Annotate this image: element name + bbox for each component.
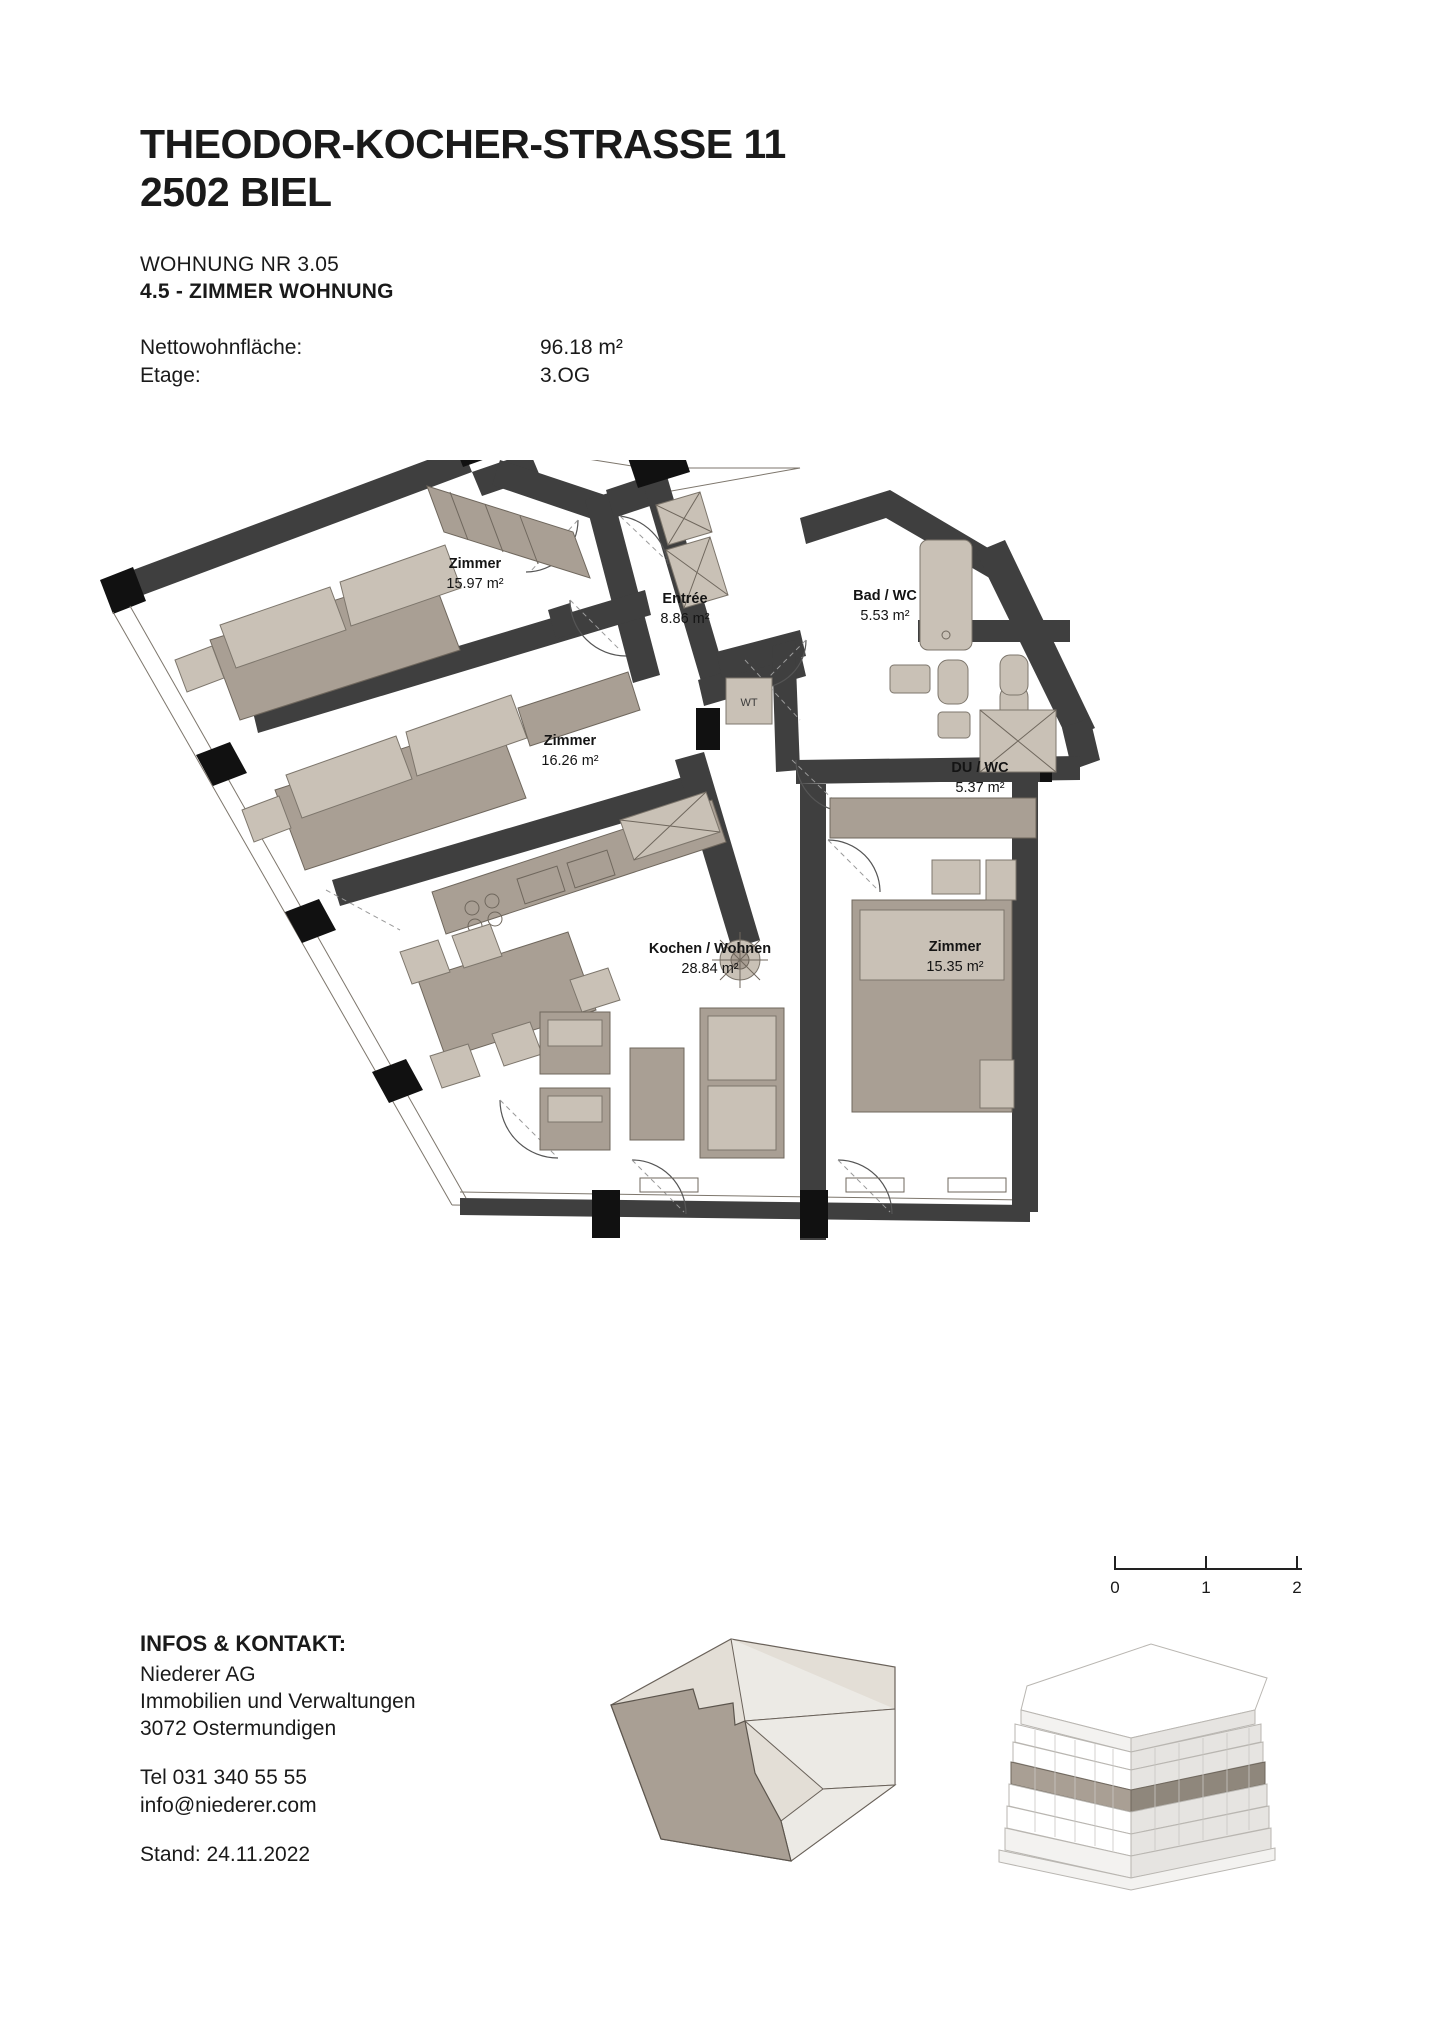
company-line-2: Immobilien und Verwaltungen <box>140 1689 416 1713</box>
contact-block <box>140 1630 660 1742</box>
contact-title: INFOS & KONTAKT: <box>140 1631 347 1656</box>
scale-tick <box>1205 1556 1207 1570</box>
apartment-facts <box>140 334 1240 391</box>
room-name: Bad / WC <box>853 588 917 604</box>
fact-value-floor: 3.OG <box>540 364 591 388</box>
title-line-2: 2502 BIEL <box>140 169 332 216</box>
fact-label-area: Nettowohnfläche: <box>140 335 303 359</box>
scale-label-2: 2 <box>1292 1578 1302 1597</box>
stand-date: Stand: 24.11.2022 <box>140 1843 311 1867</box>
fact-label-floor: Etage: <box>140 364 201 388</box>
building-isometric <box>955 1620 1315 1895</box>
scale-tick <box>1296 1556 1298 1570</box>
room-name: Entrée <box>662 591 708 607</box>
contact-details <box>140 1764 660 1819</box>
room-area: 15.35 m² <box>926 958 984 975</box>
room-name: Zimmer <box>543 733 597 749</box>
company-line-3: 3072 Ostermundigen <box>140 1717 337 1741</box>
page-title <box>140 120 1240 217</box>
document-header <box>140 120 1240 390</box>
room-name: Zimmer <box>928 939 982 955</box>
scale-line <box>1114 1568 1302 1570</box>
title-line-1: THEODOR-KOCHER-STRASSE 11 <box>140 121 786 167</box>
room-area: 5.37 m² <box>955 779 1005 796</box>
room-area: 5.53 m² <box>860 607 910 624</box>
apartment-number: WOHNUNG NR 3.05 <box>140 252 340 276</box>
phone-number: Tel 031 340 55 55 <box>140 1766 307 1790</box>
room-name: Zimmer <box>448 556 502 572</box>
room-area: 8.86 m² <box>660 610 710 627</box>
room-area: 28.84 m² <box>681 960 739 977</box>
plant-icon <box>712 932 768 988</box>
fact-value-area: 96.18 m² <box>540 335 623 359</box>
email-address[interactable]: info@niederer.com <box>140 1793 317 1817</box>
scale-label-1: 1 <box>1201 1578 1211 1597</box>
apartment-subtitle <box>140 253 1240 304</box>
wt-label: WT <box>740 697 758 709</box>
scale-bar <box>1108 1552 1308 1602</box>
scale-tick <box>1114 1556 1116 1570</box>
apartment-type: 4.5 - ZIMMER WOHNUNG <box>140 279 394 303</box>
room-name: DU / WC <box>951 760 1009 776</box>
scale-label-0: 0 <box>1110 1578 1120 1597</box>
room-area: 16.26 m² <box>541 752 599 769</box>
floorplan-drawing <box>100 460 1350 1480</box>
footer-contact <box>140 1630 660 1868</box>
key-plan <box>595 1625 915 1875</box>
room-area: 15.97 m² <box>446 575 504 592</box>
fact-row <box>140 334 1240 362</box>
company-name: Niederer AG <box>140 1662 256 1686</box>
fact-row <box>140 362 1240 390</box>
room-name: Kochen / Wohnen <box>648 941 772 957</box>
